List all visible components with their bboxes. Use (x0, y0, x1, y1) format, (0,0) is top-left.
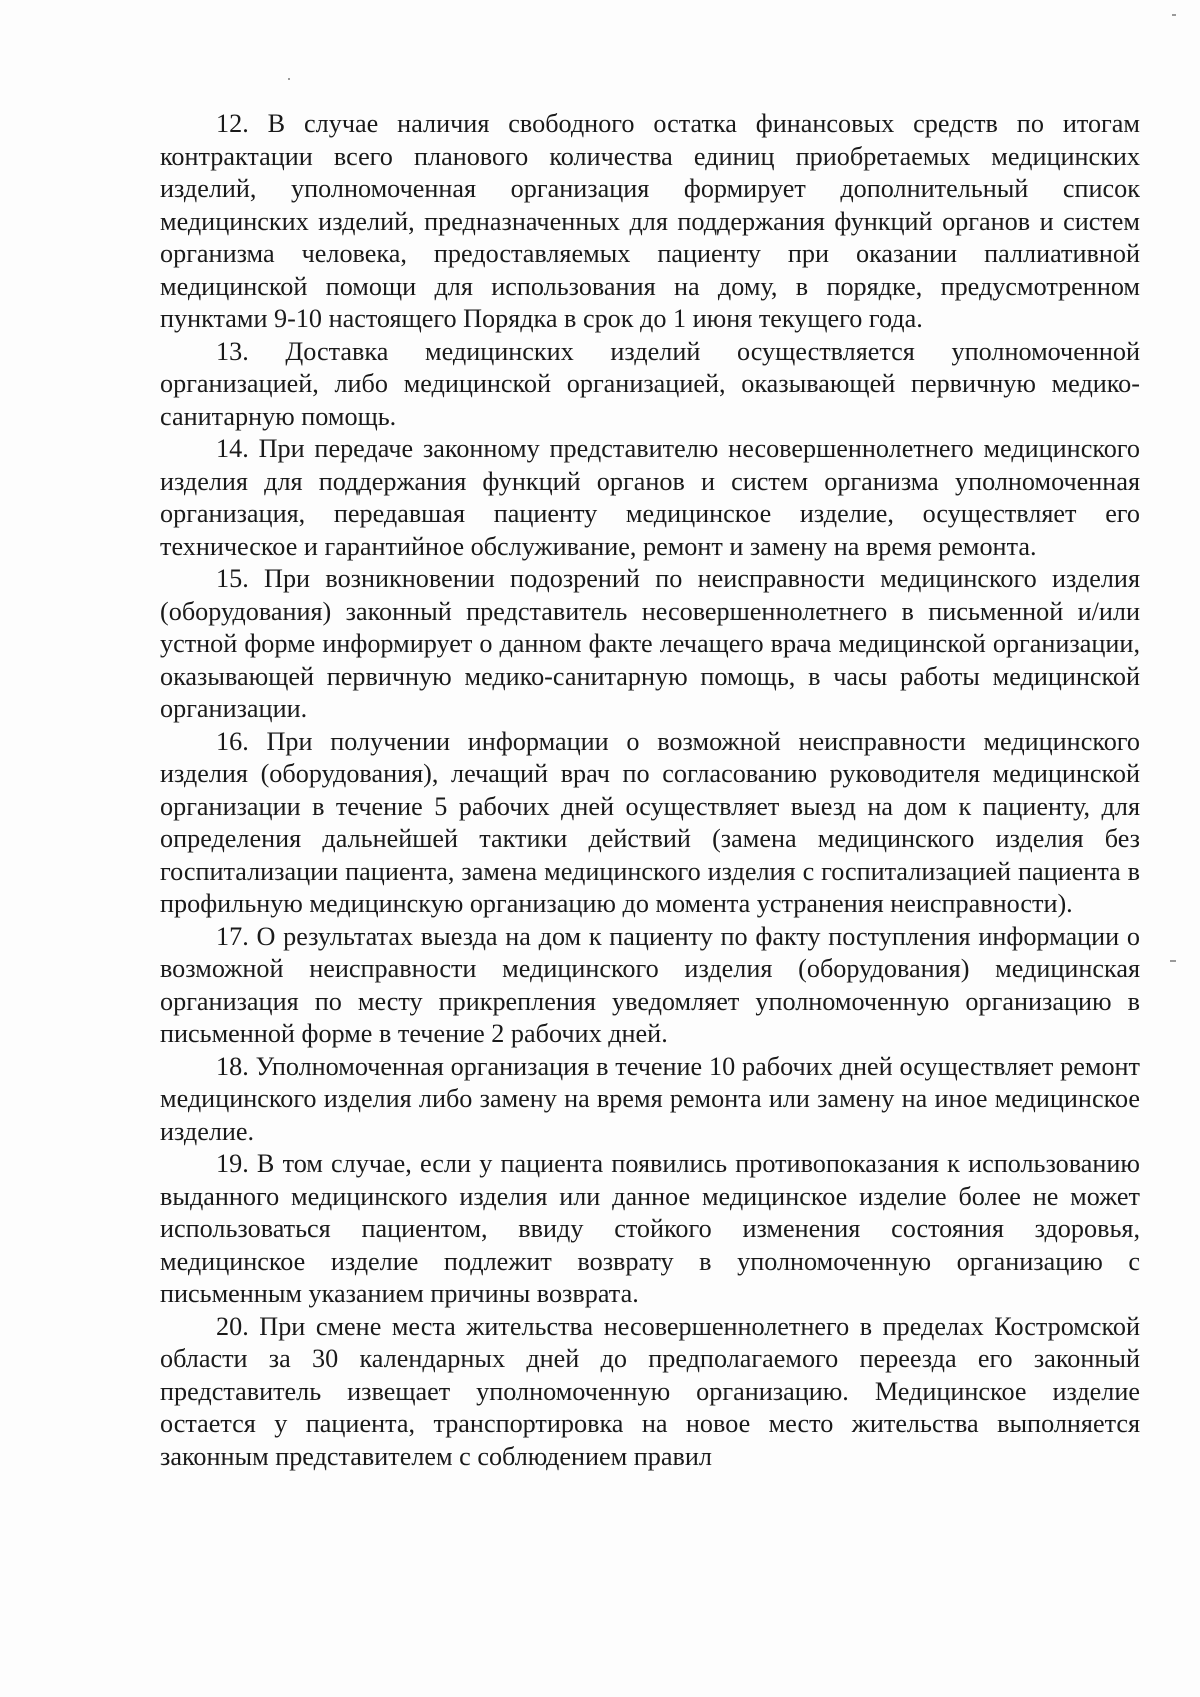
paragraph-15: 15. При возникновении подозрений по неисправности медицинского изделия (оборудования) законный представитель несовершеннолетнего в письменной и/или устной форме информирует о данном факте лечащего врача медицинской организации, оказывающей первичную медико-санитарную помощь, в часы работы медицинской организации. (160, 564, 1140, 723)
scan-speck (1170, 960, 1176, 962)
paragraph-14: 14. При передаче законному представителю несовершеннолетнего медицинского изделия для поддержания функций органов и систем организма уполномоченная организация, передавшая пациенту медицинское изделие, осуществляет его техническое и гарантийное обслуживание, ремонт и замену на время ремонта. (160, 434, 1140, 561)
paragraph-13: 13. Доставка медицинских изделий осуществляется уполномоченной организацией, либо медицинской организацией, оказывающей первичную медико-санитарную помощь. (160, 336, 1140, 431)
paragraph-18: 18. Уполномоченная организация в течение 10 рабочих дней осуществляет ремонт медицинского изделия либо замену на время ремонта или замену на иное медицинское изделие. (160, 1051, 1140, 1146)
paragraph-19: 19. В том случае, если у пациента появились противопоказания к использованию выданного медицинского изделия или данное медицинское изделие более не может использоваться пациентом, ввиду стойкого изменения состояния здоровья, медицинское изделие подлежит возврату в уполномоченную организацию с письменным указанием причины возврата. (160, 1149, 1140, 1308)
scan-speck (1172, 14, 1176, 16)
paragraph-20: 20. При смене места жительства несовершеннолетнего в пределах Костромской области за 30 календарных дней до предполагаемого переезда его законный представитель извещает уполномоченную организацию. Медицинское изделие остается у пациента, транспортировка на новое место жительства выполняется законным представителем с соблюдением правил (160, 1311, 1140, 1471)
paragraph-17: 17. О результатах выезда на дом к пациенту по факту поступления информации о возможной неисправности медицинского изделия (оборудования) медицинская организация по месту прикрепления уведомляет уполномоченную организацию в письменной форме в течение 2 рабочих дней. (160, 921, 1140, 1048)
scan-speck (288, 78, 290, 80)
paragraph-16: 16. При получении информации о возможной неисправности медицинского изделия (оборудования), лечащий врач по согласованию руководителя медицинской организации в течение 5 рабочих дней осуществляет выезд на дом к пациенту, для определения дальнейшей тактики действий (замена медицинского изделия без госпитализации пациента, замена медицинского изделия с госпитализацией пациента в профильную медицинскую организацию до момента устранения неисправности). (160, 726, 1140, 918)
paragraph-12: 12. В случае наличия свободного остатка финансовых средств по итогам контрактации всего планового количества единиц приобретаемых медицинских изделий, уполномоченная организация формирует дополнительный список медицинских изделий, предназначенных для поддержания функций органов и систем организма человека, предоставляемых пациенту при оказании паллиативной медицинской помощи для использования на дому, в порядке, предусмотренном пунктами 9-10 настоящего Порядка в срок до 1 июня текущего года. (160, 109, 1140, 333)
document-body (160, 108, 1140, 1473)
